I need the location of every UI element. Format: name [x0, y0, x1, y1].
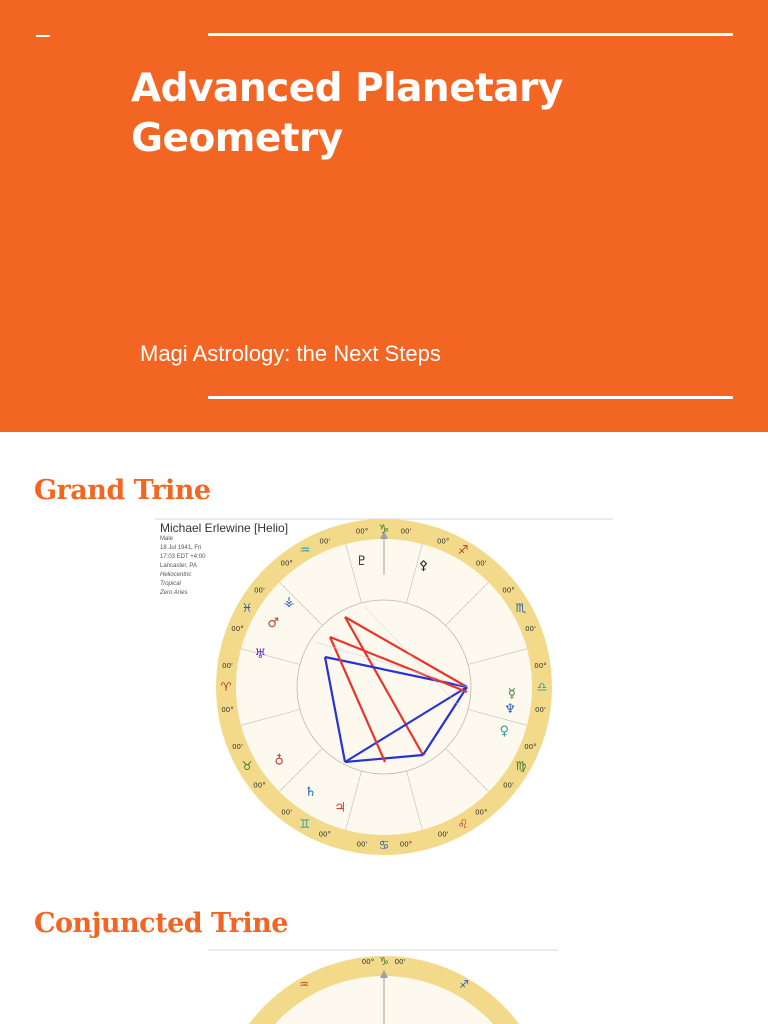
chart-person-name: Michael Erlewine [Helio]	[160, 521, 289, 535]
zodiac-sign-icon: ♊	[299, 816, 311, 831]
sign-degree-label: 00°	[355, 527, 369, 536]
zodiac-sign-icon: ♐	[459, 978, 469, 991]
sign-minute-label: 00'	[254, 586, 265, 595]
zodiac-sign-icon: ♎	[536, 680, 548, 694]
grand-trine-chart	[155, 517, 615, 867]
sign-degree-label: 00°	[231, 624, 244, 633]
zodiac-sign-icon: ♒	[299, 978, 309, 991]
decorative-dash	[36, 35, 50, 37]
top-divider	[208, 33, 733, 36]
chart-detail: Heliocentric	[160, 572, 192, 578]
sign-minute-label: 00'	[232, 743, 243, 752]
sign-degree-label: 00°	[524, 743, 537, 752]
sign-minute-label: 00'	[400, 527, 412, 536]
sign-minute-label: 00'	[503, 781, 514, 790]
planet-icon: ♇	[355, 553, 368, 569]
planet-icon: ⚴	[418, 558, 429, 574]
section-heading-conjuncted-trine: Conjuncted Trine	[34, 908, 288, 939]
sign-minute-label: 00'	[525, 624, 536, 633]
zodiac-sign-icon: ♒	[299, 543, 311, 558]
planet-icon: ♁	[274, 753, 284, 769]
zodiac-sign-icon: ♍	[515, 759, 527, 773]
sign-minute-label: 00'	[222, 662, 233, 671]
zodiac-sign-icon: ♌	[457, 816, 469, 831]
chart-detail: Zero Aries	[160, 590, 188, 596]
sign-minute-label: 00'	[319, 537, 331, 546]
zodiac-sign-icon: ♐	[457, 543, 469, 558]
slide-title: Advanced Planetary Geometry	[131, 66, 563, 161]
sign-minute-label: 00'	[281, 808, 293, 817]
sign-degree-label: 00°	[280, 559, 293, 568]
planet-icon: ♆	[504, 702, 516, 718]
sign-degree-label: 00°	[318, 830, 332, 839]
chart-detail: Tropical	[160, 581, 181, 587]
sign-degree-label: 00°	[399, 840, 413, 849]
sign-minute-label: 00'	[394, 958, 406, 966]
sign-degree-label: 00°	[253, 781, 266, 790]
zodiac-sign-icon: ♑	[378, 522, 390, 536]
bottom-divider	[208, 396, 733, 399]
chart-detail: Lancaster, PA	[160, 563, 197, 569]
zodiac-sign-icon: ♈	[220, 680, 232, 694]
section-heading-grand-trine: Grand Trine	[34, 475, 211, 506]
conjuncted-trine-chart	[208, 948, 560, 1024]
planet-icon: ♄	[304, 784, 317, 800]
zodiac-sign-icon: ♋	[378, 838, 390, 852]
sign-degree-label: 00°	[221, 705, 234, 714]
chart-detail: 18 Jul 1941, Fri	[160, 545, 202, 551]
sign-minute-label: 00'	[356, 840, 368, 849]
chart-detail: 17:03 EDT +4:00	[160, 554, 206, 560]
planet-icon: ♀	[499, 723, 510, 739]
planet-icon: ⚶	[283, 594, 295, 610]
chart-detail: Male	[160, 536, 174, 542]
zodiac-sign-icon: ♓	[241, 601, 253, 615]
sign-minute-label: 00'	[535, 705, 546, 714]
slide-subtitle: Magi Astrology: the Next Steps	[140, 341, 441, 366]
sign-minute-label: 00'	[475, 559, 487, 568]
title-banner	[0, 0, 768, 432]
sign-degree-label: 00°	[502, 586, 515, 595]
sign-degree-label: 00°	[534, 662, 547, 671]
planet-icon: ♅	[254, 646, 267, 662]
sign-minute-label: 00'	[437, 830, 449, 839]
zodiac-sign-icon: ♏	[515, 601, 527, 615]
sign-degree-label: 00°	[436, 537, 450, 546]
zodiac-sign-icon: ♑	[379, 955, 389, 968]
planet-icon: ♂	[267, 616, 279, 631]
sign-degree-label: 00°	[361, 958, 375, 966]
sign-degree-label: 00°	[475, 808, 488, 817]
planet-icon: ☿	[507, 686, 516, 702]
planet-icon: ♃	[334, 800, 347, 816]
zodiac-sign-icon: ♉	[241, 759, 253, 773]
